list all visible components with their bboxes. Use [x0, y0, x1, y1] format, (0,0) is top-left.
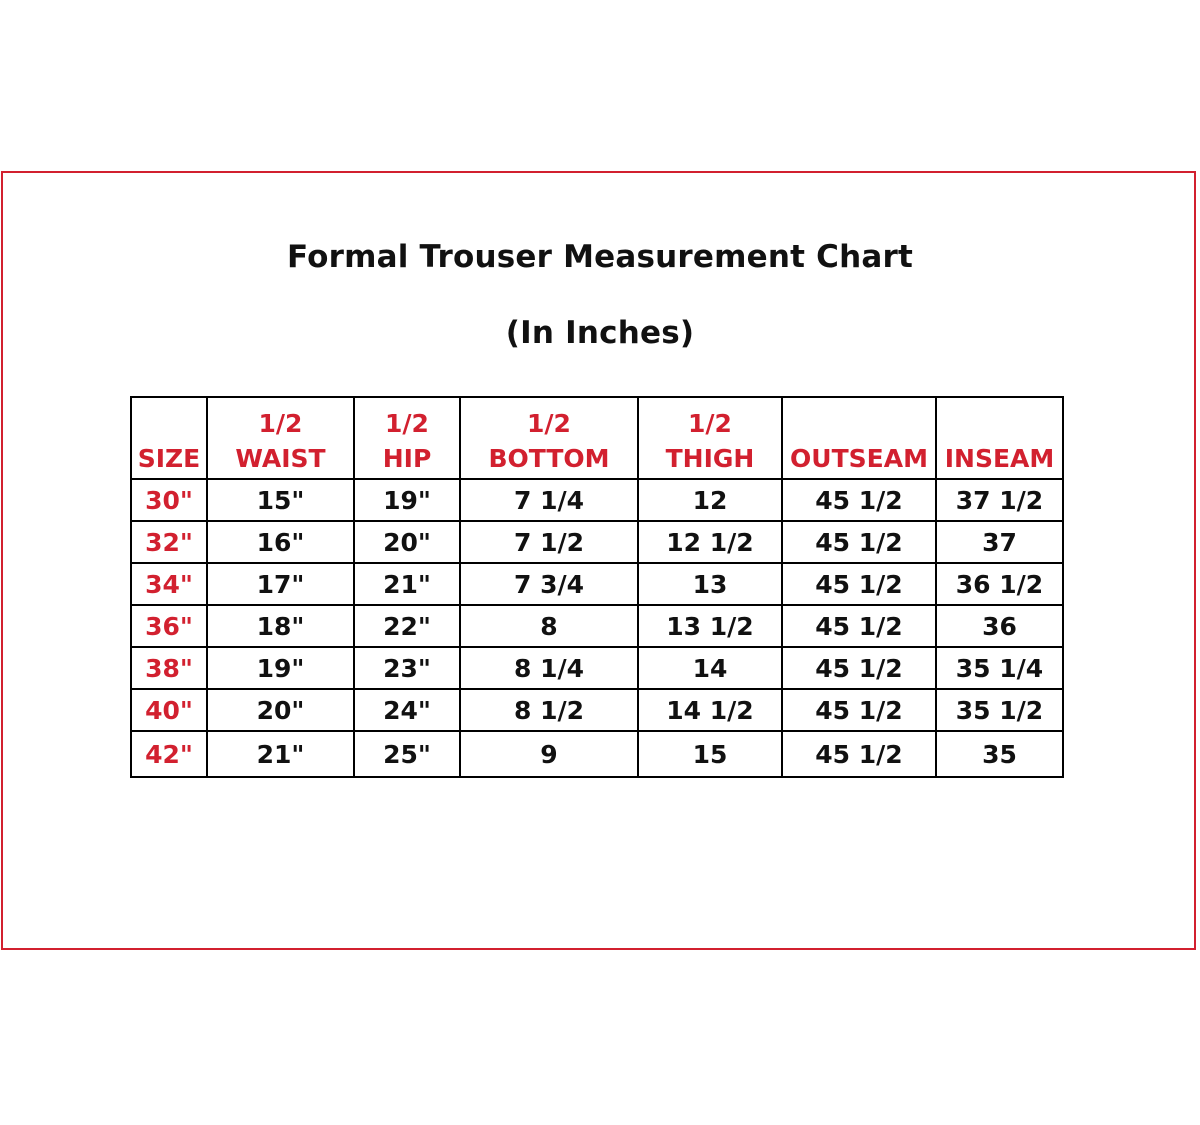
thigh-cell: 12 [638, 479, 782, 521]
outseam-cell: 45 1/2 [782, 479, 936, 521]
thigh-cell: 15 [638, 731, 782, 777]
table-row [131, 689, 1063, 731]
bottom-cell: 8 1/4 [460, 647, 638, 689]
inseam-cell: 36 1/2 [936, 563, 1063, 605]
bottom-cell: 8 [460, 605, 638, 647]
bottom-cell: 7 1/4 [460, 479, 638, 521]
thigh-cell: 13 [638, 563, 782, 605]
inseam-cell: 37 [936, 521, 1063, 563]
table-row [131, 563, 1063, 605]
outseam-cell: 45 1/2 [782, 689, 936, 731]
size-cell: 40" [131, 689, 207, 731]
table-row [131, 479, 1063, 521]
size-cell: 30" [131, 479, 207, 521]
outseam-cell: 45 1/2 [782, 731, 936, 777]
thigh-cell: 14 1/2 [638, 689, 782, 731]
table-row [131, 647, 1063, 689]
hip-cell: 21" [354, 563, 460, 605]
hip-cell: 23" [354, 647, 460, 689]
chart-title: Formal Trouser Measurement Chart [287, 239, 913, 275]
thigh-cell: 12 1/2 [638, 521, 782, 563]
header-thigh: 1/2 THIGH [638, 397, 782, 479]
outseam-cell: 45 1/2 [782, 647, 936, 689]
waist-cell: 21" [207, 731, 354, 777]
inseam-cell: 35 [936, 731, 1063, 777]
bottom-cell: 7 1/2 [460, 521, 638, 563]
size-cell: 38" [131, 647, 207, 689]
waist-cell: 19" [207, 647, 354, 689]
table-row [131, 521, 1063, 563]
bottom-cell: 8 1/2 [460, 689, 638, 731]
size-cell: 36" [131, 605, 207, 647]
waist-cell: 17" [207, 563, 354, 605]
measurement-table [130, 396, 1064, 778]
inseam-cell: 35 1/2 [936, 689, 1063, 731]
table-row [131, 605, 1063, 647]
header-size: SIZE [131, 397, 207, 479]
size-cell: 32" [131, 521, 207, 563]
table-header-row [131, 397, 1063, 479]
size-cell: 34" [131, 563, 207, 605]
table-row [131, 731, 1063, 777]
thigh-cell: 13 1/2 [638, 605, 782, 647]
waist-cell: 18" [207, 605, 354, 647]
waist-cell: 20" [207, 689, 354, 731]
thigh-cell: 14 [638, 647, 782, 689]
inseam-cell: 35 1/4 [936, 647, 1063, 689]
hip-cell: 20" [354, 521, 460, 563]
waist-cell: 15" [207, 479, 354, 521]
outseam-cell: 45 1/2 [782, 521, 936, 563]
hip-cell: 24" [354, 689, 460, 731]
hip-cell: 19" [354, 479, 460, 521]
header-bottom: 1/2 BOTTOM [460, 397, 638, 479]
waist-cell: 16" [207, 521, 354, 563]
bottom-cell: 9 [460, 731, 638, 777]
hip-cell: 25" [354, 731, 460, 777]
header-waist: 1/2 WAIST [207, 397, 354, 479]
chart-subtitle: (In Inches) [505, 315, 695, 351]
inseam-cell: 36 [936, 605, 1063, 647]
header-hip: 1/2 HIP [354, 397, 460, 479]
outseam-cell: 45 1/2 [782, 563, 936, 605]
inseam-cell: 37 1/2 [936, 479, 1063, 521]
bottom-cell: 7 3/4 [460, 563, 638, 605]
outseam-cell: 45 1/2 [782, 605, 936, 647]
header-outseam: OUTSEAM [782, 397, 936, 479]
header-inseam: INSEAM [936, 397, 1063, 479]
hip-cell: 22" [354, 605, 460, 647]
size-cell: 42" [131, 731, 207, 777]
